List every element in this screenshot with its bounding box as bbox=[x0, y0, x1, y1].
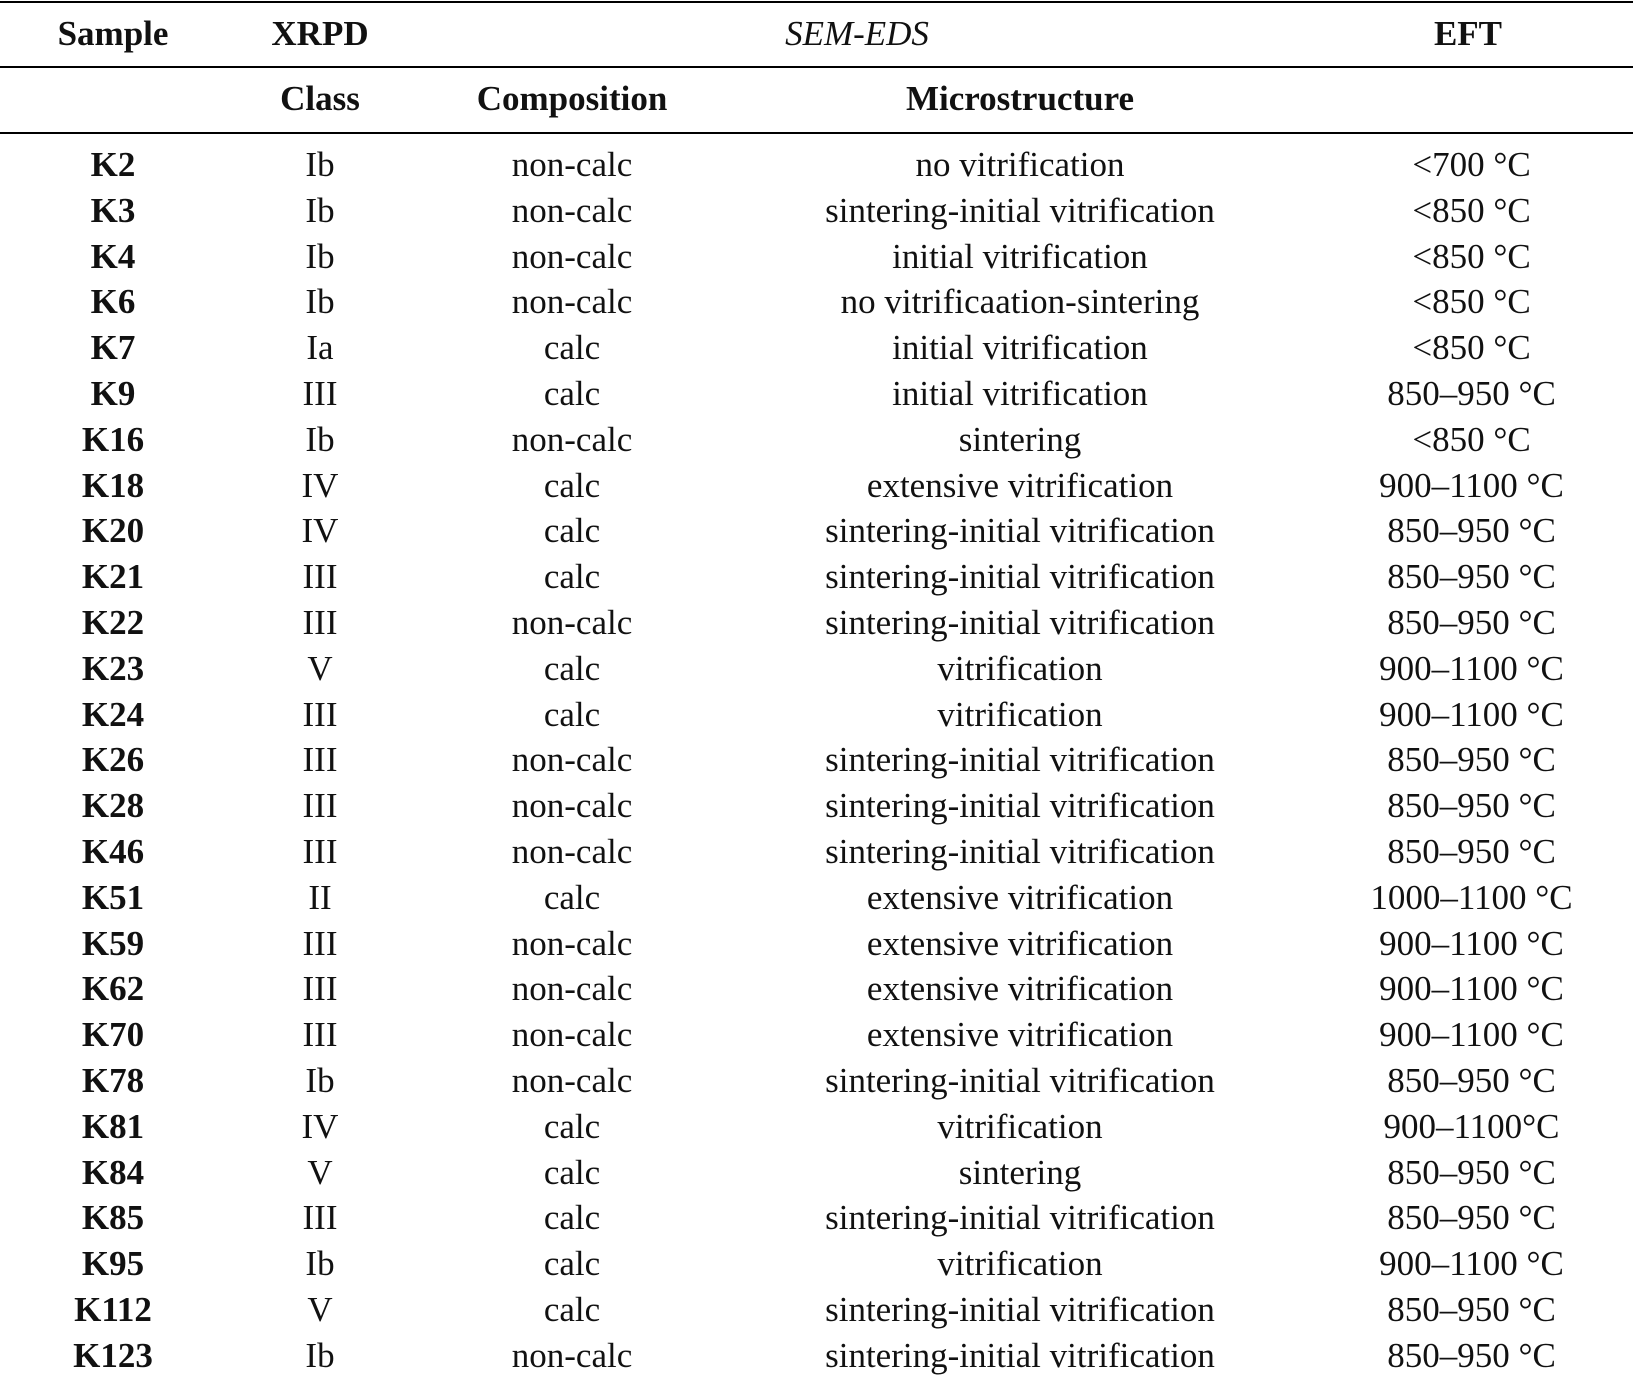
table-row bbox=[0, 600, 1633, 646]
table-row bbox=[0, 829, 1633, 875]
sample-cell: K2 bbox=[90, 145, 136, 184]
class-cell: V bbox=[307, 1152, 333, 1192]
eft-cell: 850–950 °C bbox=[1387, 373, 1556, 413]
class-cell: III bbox=[302, 786, 338, 826]
table-row bbox=[0, 875, 1633, 921]
class-cell: IV bbox=[301, 511, 339, 551]
composition-cell: calc bbox=[543, 373, 601, 413]
class-cell: Ib bbox=[305, 236, 335, 276]
header-microstructure: Microstructure bbox=[905, 79, 1135, 118]
table-row bbox=[0, 1195, 1633, 1241]
table-row bbox=[0, 279, 1633, 325]
eft-cell: 1000–1100 °C bbox=[1370, 877, 1573, 917]
composition-cell: calc bbox=[543, 1198, 601, 1238]
header-row-2 bbox=[0, 79, 1633, 119]
eft-cell: 850–950 °C bbox=[1387, 1152, 1556, 1192]
composition-cell: non-calc bbox=[511, 190, 633, 230]
composition-cell: calc bbox=[543, 465, 601, 505]
composition-cell: non-calc bbox=[511, 969, 633, 1009]
table-row bbox=[0, 1104, 1633, 1150]
class-cell: Ib bbox=[305, 1244, 335, 1284]
eft-cell: 900–1100 °C bbox=[1379, 923, 1564, 963]
table-row bbox=[0, 463, 1633, 509]
microstructure-cell: sintering-initial vitrification bbox=[825, 190, 1215, 230]
composition-cell: non-calc bbox=[511, 419, 633, 459]
sample-cell: K28 bbox=[81, 786, 145, 826]
sample-cell: K22 bbox=[81, 602, 145, 642]
table-row bbox=[0, 325, 1633, 371]
eft-cell: 850–950 °C bbox=[1387, 1335, 1556, 1375]
sample-cell: K21 bbox=[81, 557, 145, 597]
microstructure-cell: extensive vitrification bbox=[866, 923, 1174, 963]
eft-cell: <700 °C bbox=[1412, 145, 1531, 184]
eft-cell: 900–1100 °C bbox=[1379, 648, 1564, 688]
table-row bbox=[0, 1333, 1633, 1379]
table-row bbox=[0, 966, 1633, 1012]
composition-cell: calc bbox=[543, 1152, 601, 1192]
microstructure-cell: sintering-initial vitrification bbox=[825, 557, 1215, 597]
microstructure-cell: extensive vitrification bbox=[866, 877, 1174, 917]
class-cell: Ib bbox=[305, 1335, 335, 1375]
eft-cell: 850–950 °C bbox=[1387, 1060, 1556, 1100]
sample-cell: K20 bbox=[81, 511, 145, 551]
header-composition: Composition bbox=[476, 79, 668, 118]
eft-cell: 850–950 °C bbox=[1387, 786, 1556, 826]
composition-cell: calc bbox=[543, 511, 601, 551]
eft-cell: <850 °C bbox=[1412, 419, 1531, 459]
sample-cell: K24 bbox=[81, 694, 145, 734]
table-row bbox=[0, 1150, 1633, 1196]
sample-cell: K7 bbox=[90, 328, 136, 368]
microstructure-cell: initial vitrification bbox=[892, 236, 1148, 276]
sample-cell: K85 bbox=[81, 1198, 145, 1238]
header-eft: EFT bbox=[1433, 14, 1503, 53]
sample-cell: K46 bbox=[81, 831, 145, 871]
header-rule bbox=[0, 66, 1633, 68]
composition-cell: non-calc bbox=[511, 1060, 633, 1100]
microstructure-cell: sintering bbox=[958, 419, 1082, 459]
table-row bbox=[0, 1287, 1633, 1333]
sample-cell: K70 bbox=[81, 1015, 145, 1055]
eft-cell: 850–950 °C bbox=[1387, 557, 1556, 597]
sample-cell: K51 bbox=[81, 877, 145, 917]
microstructure-cell: sintering-initial vitrification bbox=[825, 1289, 1215, 1329]
sample-cell: K59 bbox=[81, 923, 145, 963]
table-row bbox=[0, 417, 1633, 463]
composition-cell: non-calc bbox=[511, 236, 633, 276]
table-row bbox=[0, 371, 1633, 417]
microstructure-cell: sintering-initial vitrification bbox=[825, 511, 1215, 551]
composition-cell: calc bbox=[543, 1289, 601, 1329]
eft-cell: 900–1100 °C bbox=[1379, 694, 1564, 734]
composition-cell: calc bbox=[543, 557, 601, 597]
microstructure-cell: sintering-initial vitrification bbox=[825, 786, 1215, 826]
class-cell: IV bbox=[301, 1106, 339, 1146]
microstructure-cell: no vitrificaation-sintering bbox=[840, 282, 1200, 322]
sample-cell: K95 bbox=[81, 1244, 145, 1284]
sample-cell: K81 bbox=[81, 1106, 145, 1146]
composition-cell: calc bbox=[543, 648, 601, 688]
microstructure-cell: extensive vitrification bbox=[866, 1015, 1174, 1055]
table-row bbox=[0, 554, 1633, 600]
eft-cell: 850–950 °C bbox=[1387, 1289, 1556, 1329]
microstructure-cell: sintering bbox=[958, 1152, 1082, 1192]
eft-cell: 900–1100 °C bbox=[1379, 969, 1564, 1009]
sample-cell: K26 bbox=[81, 740, 145, 780]
table-row bbox=[0, 188, 1633, 234]
top-rule bbox=[0, 1, 1633, 3]
header-sample: Sample bbox=[57, 14, 169, 53]
class-cell: III bbox=[302, 969, 338, 1009]
eft-cell: <850 °C bbox=[1412, 190, 1531, 230]
microstructure-cell: sintering-initial vitrification bbox=[825, 1198, 1215, 1238]
composition-cell: non-calc bbox=[511, 831, 633, 871]
table-row bbox=[0, 737, 1633, 783]
eft-cell: 850–950 °C bbox=[1387, 602, 1556, 642]
table-row bbox=[0, 783, 1633, 829]
composition-cell: non-calc bbox=[511, 1335, 633, 1375]
class-cell: III bbox=[302, 557, 338, 597]
class-cell: III bbox=[302, 740, 338, 780]
composition-cell: non-calc bbox=[511, 786, 633, 826]
class-cell: III bbox=[302, 694, 338, 734]
microstructure-cell: vitrification bbox=[937, 1106, 1103, 1146]
sample-cell: K123 bbox=[73, 1335, 153, 1375]
eft-cell: <850 °C bbox=[1412, 236, 1531, 276]
microstructure-cell: sintering-initial vitrification bbox=[825, 602, 1215, 642]
subheader-rule bbox=[0, 132, 1633, 134]
sample-cell: K18 bbox=[81, 465, 145, 505]
composition-cell: non-calc bbox=[511, 145, 633, 184]
eft-cell: 900–1100 °C bbox=[1379, 465, 1564, 505]
sample-cell: K84 bbox=[81, 1152, 145, 1192]
table-row bbox=[0, 234, 1633, 280]
eft-cell: 850–950 °C bbox=[1387, 511, 1556, 551]
sample-cell: K6 bbox=[90, 282, 136, 322]
sample-cell: K112 bbox=[74, 1289, 152, 1329]
eft-cell: 850–950 °C bbox=[1387, 831, 1556, 871]
microstructure-cell: sintering-initial vitrification bbox=[825, 831, 1215, 871]
microstructure-cell: initial vitrification bbox=[892, 328, 1148, 368]
class-cell: Ib bbox=[305, 145, 335, 184]
class-cell: III bbox=[302, 602, 338, 642]
composition-cell: non-calc bbox=[511, 923, 633, 963]
microstructure-cell: initial vitrification bbox=[892, 373, 1148, 413]
composition-cell: calc bbox=[543, 328, 601, 368]
microstructure-cell: vitrification bbox=[937, 694, 1103, 734]
header-sem-eds: SEM-EDS bbox=[785, 14, 929, 53]
class-cell: Ib bbox=[305, 1060, 335, 1100]
composition-cell: calc bbox=[543, 1106, 601, 1146]
sample-cell: K3 bbox=[90, 190, 136, 230]
sample-cell: K9 bbox=[90, 373, 136, 413]
table-row bbox=[0, 1012, 1633, 1058]
microstructure-cell: sintering-initial vitrification bbox=[825, 1335, 1215, 1375]
class-cell: Ib bbox=[305, 419, 335, 459]
table-row bbox=[0, 508, 1633, 554]
microstructure-cell: sintering-initial vitrification bbox=[825, 1060, 1215, 1100]
data-table bbox=[0, 142, 1633, 1379]
eft-cell: 900–1100°C bbox=[1383, 1106, 1560, 1146]
microstructure-cell: vitrification bbox=[937, 1244, 1103, 1284]
microstructure-cell: extensive vitrification bbox=[866, 465, 1174, 505]
class-cell: III bbox=[302, 1015, 338, 1055]
eft-cell: 850–950 °C bbox=[1387, 740, 1556, 780]
composition-cell: non-calc bbox=[511, 282, 633, 322]
microstructure-cell: sintering-initial vitrification bbox=[825, 740, 1215, 780]
class-cell: III bbox=[302, 923, 338, 963]
eft-cell: 900–1100 °C bbox=[1379, 1015, 1564, 1055]
composition-cell: non-calc bbox=[511, 740, 633, 780]
header-xrpd: XRPD bbox=[271, 14, 369, 53]
table-row bbox=[0, 921, 1633, 967]
composition-cell: calc bbox=[543, 1244, 601, 1284]
table-row bbox=[0, 1058, 1633, 1104]
composition-cell: non-calc bbox=[511, 602, 633, 642]
sample-cell: K62 bbox=[81, 969, 145, 1009]
composition-cell: calc bbox=[543, 877, 601, 917]
eft-cell: <850 °C bbox=[1412, 328, 1531, 368]
eft-cell: 900–1100 °C bbox=[1379, 1244, 1564, 1284]
microstructure-cell: extensive vitrification bbox=[866, 969, 1174, 1009]
class-cell: V bbox=[307, 648, 333, 688]
header-row-1 bbox=[0, 14, 1633, 54]
table-row bbox=[0, 692, 1633, 738]
class-cell: II bbox=[308, 877, 332, 917]
class-cell: Ia bbox=[306, 328, 334, 368]
table-row bbox=[0, 646, 1633, 692]
sample-cell: K78 bbox=[81, 1060, 145, 1100]
eft-cell: 850–950 °C bbox=[1387, 1198, 1556, 1238]
sample-cell: K16 bbox=[81, 419, 145, 459]
microstructure-cell: vitrification bbox=[937, 648, 1103, 688]
class-cell: Ib bbox=[305, 282, 335, 322]
sample-cell: K4 bbox=[90, 236, 136, 276]
header-class: Class bbox=[280, 79, 360, 118]
microstructure-cell: no vitrification bbox=[915, 145, 1125, 184]
class-cell: III bbox=[302, 831, 338, 871]
class-cell: IV bbox=[301, 465, 339, 505]
class-cell: III bbox=[302, 373, 338, 413]
eft-cell: <850 °C bbox=[1412, 282, 1531, 322]
class-cell: V bbox=[307, 1289, 333, 1329]
table-row bbox=[0, 142, 1633, 188]
table-row bbox=[0, 1241, 1633, 1287]
class-cell: III bbox=[302, 1198, 338, 1238]
composition-cell: calc bbox=[543, 694, 601, 734]
class-cell: Ib bbox=[305, 190, 335, 230]
sample-cell: K23 bbox=[81, 648, 145, 688]
composition-cell: non-calc bbox=[511, 1015, 633, 1055]
